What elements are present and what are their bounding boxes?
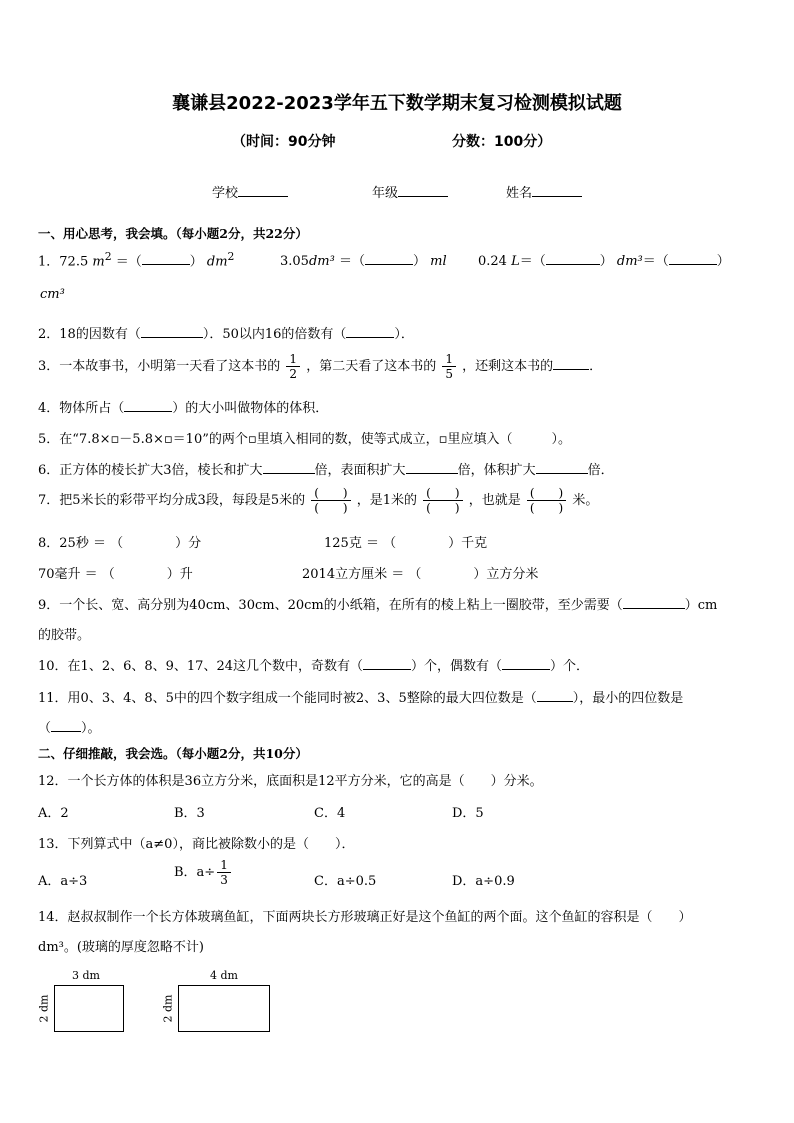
fig1-rectangle: [54, 985, 124, 1032]
question-1: [38, 250, 234, 269]
question-4: [38, 397, 328, 416]
question-13: 13．下列算式中（a≠0），商比被除数小的是（ ）．: [38, 837, 355, 852]
q7-part4: 米。: [572, 493, 599, 508]
q3-part1: 3．一本故事书，小明第一天看了这本书的: [38, 359, 281, 374]
name-field[interactable]: [506, 182, 582, 201]
q6-part3: 倍，体积扩大: [457, 463, 536, 478]
q1b-number: 3.05: [280, 254, 309, 269]
name-label: 姓名: [506, 186, 533, 201]
q1c-eq: ＝（: [519, 254, 546, 269]
question-9-line2: 的胶带。: [38, 628, 91, 643]
q12-option-c[interactable]: C．4: [314, 806, 346, 821]
q7-part2: ，是1米的: [356, 493, 418, 508]
question-14: 14．赵叔叔制作一个长方体玻璃鱼缸，下面两块长方形玻璃正好是这个鱼缸的两个面。这个鱼缸的容积是（ ）: [38, 910, 692, 925]
q11-blank1[interactable]: [537, 689, 573, 702]
q3-part4: ．: [589, 359, 603, 374]
question-9: [38, 594, 717, 613]
q9-close: ）cm: [684, 598, 718, 613]
fig1-height-label: 2 dm: [37, 994, 51, 1023]
q6-blank2[interactable]: [406, 461, 458, 474]
school-label: 学校: [212, 186, 239, 201]
q1a-exp2: 2: [227, 250, 235, 263]
q3-part3: ，还剩这本书的: [462, 359, 554, 374]
q1c-blank[interactable]: [546, 252, 600, 265]
q11-blank2[interactable]: [51, 719, 81, 732]
question-1c: [478, 250, 730, 269]
question-5: 5．在“7.8×▫－5.8×▫＝10”的两个▫里填入相同的数，使等式成立，▫里应填入（ ）。: [38, 432, 571, 447]
fig2-width-label: 4 dm: [210, 969, 238, 982]
question-10: [38, 655, 589, 674]
question-6: [38, 459, 614, 478]
school-blank[interactable]: [238, 184, 288, 197]
question-3: [38, 352, 602, 381]
q1c-blank2[interactable]: [669, 252, 717, 265]
question-8a: 8．25秒 ＝ （ ）分: [38, 536, 202, 551]
q3-fraction-1: $\frac{1}{2}$: [286, 352, 300, 381]
question-8b: 125克 ＝ （ ）千克: [324, 536, 488, 551]
q2-part1: 2．18的因数有（: [38, 327, 141, 342]
q1c-unit2: dm³: [616, 254, 643, 269]
exam-score: 分数：100分）: [452, 134, 552, 150]
q13b-fraction: $\frac{1}{3}$: [217, 858, 231, 887]
q10-part2: ）个，偶数有（: [410, 659, 502, 674]
section-heading-2: 二、仔细推敲，我会选。（每小题2分，共10分）: [38, 746, 308, 761]
q13-option-c[interactable]: C．a÷0.5: [314, 874, 377, 889]
q1c-eq2: ＝（: [642, 254, 669, 269]
q12-option-b[interactable]: B．3: [174, 806, 205, 821]
question-8d: 2014立方厘米 ＝ （ ）立方分米: [302, 567, 539, 582]
q1c-number: 0.24: [478, 254, 507, 269]
q6-part2: 倍，表面积扩大: [314, 463, 406, 478]
school-field[interactable]: [212, 182, 288, 201]
q1-wrap-unit: cm³: [40, 287, 65, 302]
q1a-number: 1．72.5: [38, 254, 89, 270]
q1b-unit: dm³: [308, 254, 335, 269]
q9-blank[interactable]: [623, 596, 685, 609]
q1b-blank[interactable]: [365, 252, 413, 265]
q1a-unit: m: [92, 254, 105, 270]
q1c-close: ）: [599, 254, 613, 269]
q12-option-a[interactable]: A．2: [38, 806, 69, 821]
q3-part2: ，第二天看了这本书的: [306, 359, 437, 374]
q4-blank[interactable]: [124, 399, 172, 412]
q11-part2: ），最小的四位数是: [572, 691, 684, 706]
page-title: 襄谦县2022-2023学年五下数学期末复习检测模拟试题: [172, 93, 622, 114]
q2-part3: ）．: [394, 327, 414, 342]
question-11-line2: （ ）。: [38, 721, 101, 736]
exam-time: （时间：90分钟: [232, 134, 336, 150]
q13-option-b[interactable]: B．a÷ $\frac{1}{3}$: [174, 858, 233, 887]
q12-option-d[interactable]: D．5: [452, 806, 484, 821]
fig2-height-label: 2 dm: [161, 994, 175, 1023]
q9-part1: 9．一个长、宽、高分别为40cm、30cm、20cm的小纸箱，在所有的棱上粘上一圈胶带，至少需要（: [38, 598, 623, 613]
q1a-unit2: dm: [206, 254, 228, 270]
question-7: [38, 486, 598, 515]
q3-blank[interactable]: [553, 357, 589, 370]
fig1-width-label: 3 dm: [72, 969, 100, 982]
question-12: 12．一个长方体的体积是36立方分米，底面积是12平方分米，它的高是（ ）分米。: [38, 774, 543, 789]
section-heading-1: 一、用心思考，我会填。（每小题2分，共22分）: [38, 226, 308, 241]
q7-fraction-2[interactable]: $\frac{( )}{( )}$: [423, 486, 462, 515]
q1b-unit2: ml: [430, 254, 447, 269]
q2-blank1[interactable]: [141, 325, 203, 338]
q11-part1: 11．用0、3、4、8、5中的四个数字组成一个能同时被2、3、5整除的最大四位数是（: [38, 691, 537, 706]
q4-part1: 4．物体所占（: [38, 401, 125, 416]
q1a-close: ）: [189, 254, 203, 270]
q1a-exp: 2: [104, 250, 112, 263]
q1c-close2: ）: [716, 254, 730, 269]
q6-part4: 倍．: [587, 463, 614, 478]
question-11: [38, 687, 683, 706]
q13-option-d[interactable]: D．a÷0.9: [452, 874, 515, 889]
grade-blank[interactable]: [398, 184, 448, 197]
q1a-blank[interactable]: [142, 252, 190, 265]
q1c-unit: L: [511, 254, 520, 269]
q3-fraction-2: $\frac{1}{5}$: [442, 352, 456, 381]
question-1b: [280, 250, 447, 269]
question-8c: 70毫升 ＝ （ ）升: [38, 567, 193, 582]
q6-blank1[interactable]: [263, 461, 315, 474]
q7-part3: ，也就是: [468, 493, 521, 508]
q1b-close: ）: [412, 254, 426, 269]
q10-part1: 10．在1、2、6、8、9、17、24这几个数中，奇数有（: [38, 659, 363, 674]
q13-option-a[interactable]: A．a÷3: [38, 874, 88, 889]
q7-fraction-1[interactable]: $\frac{( )}{( )}$: [311, 486, 350, 515]
q1a-eq: ＝（: [115, 254, 142, 270]
question-2: [38, 323, 414, 342]
q7-part1: 7．把5米长的彩带平均分成3段，每段是5米的: [38, 493, 306, 508]
question-14-line2: dm³。(玻璃的厚度忽略不计): [38, 940, 205, 955]
q10-blank2[interactable]: [502, 657, 550, 670]
fig2-rectangle: [178, 985, 270, 1032]
q2-part2: ）．50以内16的倍数有（: [202, 327, 347, 342]
q10-part3: ）个．: [550, 659, 590, 674]
q7-fraction-3[interactable]: $\frac{( )}{( )}$: [527, 486, 566, 515]
grade-label: 年级: [372, 186, 399, 201]
q6-part1: 6．正方体的棱长扩大3倍，棱长和扩大: [38, 463, 263, 478]
q4-part2: ）的大小叫做物体的体积．: [172, 401, 329, 416]
q6-blank3[interactable]: [536, 461, 588, 474]
grade-field[interactable]: [372, 182, 448, 201]
q2-blank2[interactable]: [346, 325, 394, 338]
q1b-eq: ＝（: [338, 254, 365, 269]
name-blank[interactable]: [532, 184, 582, 197]
q10-blank1[interactable]: [363, 657, 411, 670]
